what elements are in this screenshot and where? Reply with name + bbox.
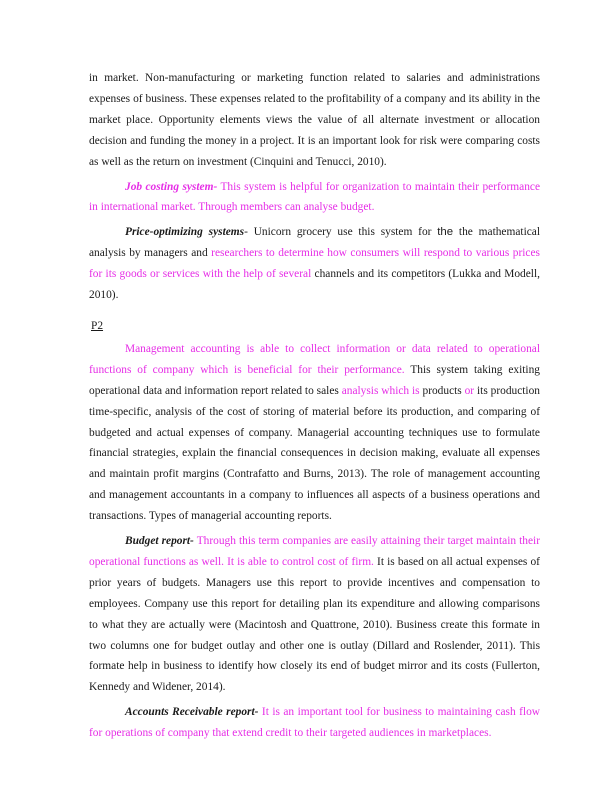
budget-report-paragraph — [89, 531, 540, 698]
price-optimizing-text-4: researchers to determine how consumers will respond to various prices for its goods or services with the help of several — [89, 247, 540, 281]
accounts-receivable-paragraph — [89, 702, 540, 744]
accounts-receivable-text: It is an important tool for business to maintaining cash flow for operations of company that extend credit to their targeted audiences in marketplaces. — [89, 706, 541, 740]
job-costing-heading: Job costing system- — [125, 180, 218, 193]
budget-report-text-2: It is based on all actual expenses of prior years of budgets. Managers use this report to provide incentives and compensation to employees. Company use this report for detailing plan its expenditure and allowing comparisons to what they are actually were (Macintosh and Quattrone, 2010). Business create this formate in two columns one for budget outlay and other one is outlay (Dillard and Roslender, 2011). This formate help in business to identify how closely its end of budget mirror and its costs (Fullerton, Kennedy and Widener, 2014). — [89, 555, 540, 694]
document-page — [89, 68, 540, 748]
intro-paragraph — [89, 68, 540, 173]
price-optimizing-text-2: the — [437, 226, 454, 239]
price-optimizing-text-1: - Unicorn grocery use this system for — [244, 226, 438, 239]
job-costing-paragraph — [89, 177, 540, 219]
job-costing-text: This system is helpful for organization to maintain their performance in international market. Through members can analyse budget. — [89, 180, 541, 214]
p2-text-4: products — [419, 384, 465, 397]
accounts-receivable-heading: Accounts Receivable report- — [125, 706, 259, 719]
p2-paragraph — [89, 339, 540, 527]
price-optimizing-paragraph — [89, 222, 540, 306]
budget-report-heading: Budget report- — [125, 535, 194, 548]
budget-report-text-1: Through this term companies are easily attaining their target maintain their operational functions as well. It is able to control cost of firm. — [89, 535, 540, 568]
p2-text-6: its production time-specific, analysis of the cost of storing of material before its production, and comparing of budgeted and actual expenses of company. Managerial accounting techniques use to formulate financial strategies, explain the financial consequences in decision making, evaluate all expenses and maintain profit margins (Contrafatto and Burns, 2013). The role of management accounting and management accountants in a company to influences all aspects of a business operations and transactions. Types of managerial accounting reports. — [89, 384, 540, 523]
p2-text-3: analysis which is — [341, 384, 420, 397]
p2-text-5: or — [464, 384, 475, 397]
section-heading-p2: P2 — [91, 319, 104, 332]
p2-text-1: Management accounting is able to collect information or data related to operational functions of company which is beneficial for their performance. — [89, 342, 540, 376]
price-optimizing-text-5: channels and its competitors (Lukka and Modell, 2010). — [89, 268, 540, 302]
intro-text: in market. Non-manufacturing or marketing function related to salaries and administrations expenses of business. These expenses related to the profitability of a company and its ability in the market place. Opportunity elements views the value of all alternate investment or allocation decision and funding the money in a project. It is an important look for risk were comparing costs as well as the return on investment (Cinquini and Tenucci, 2010). — [89, 72, 540, 168]
price-optimizing-text-3: the mathematical analysis by managers and — [89, 226, 541, 260]
price-optimizing-heading: Price-optimizing systems — [125, 226, 245, 239]
p2-text-2: This system taking exiting operational data and information report related to sales — [89, 363, 540, 397]
